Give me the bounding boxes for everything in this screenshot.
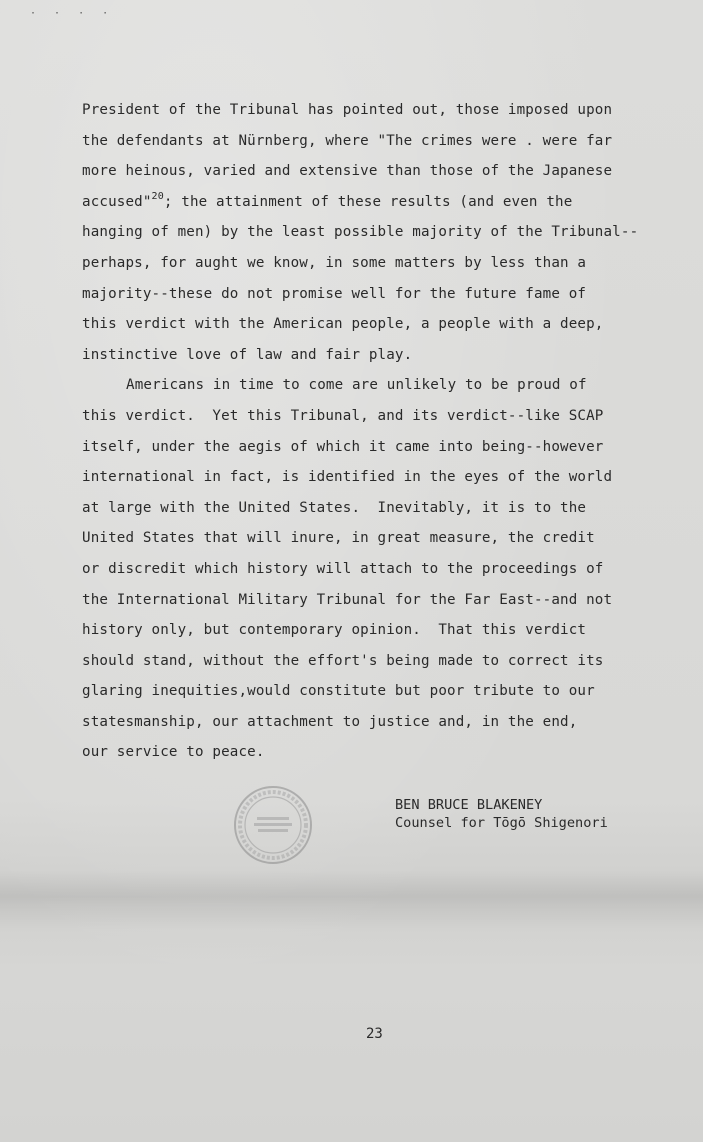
text-line: the defendants at Nürnberg, where "The crimes were . were far [82, 132, 613, 149]
text-line: should stand, without the effort's being made to correct its [82, 652, 604, 669]
text-line: instinctive love of law and fair play. [82, 346, 413, 363]
page-number: 23 [366, 1026, 383, 1042]
signature-block [395, 796, 608, 832]
text-line: glaring inequities,would constitute but poor tribute to our [82, 683, 595, 700]
text-line: more heinous, varied and extensive than those of the Japanese [82, 163, 613, 180]
footnote-marker: 20 [151, 190, 164, 202]
text-line: this verdict with the American people, a people with a deep, [82, 316, 604, 333]
text-line: the International Military Tribunal for the Far East--and not [82, 591, 613, 608]
text-line: or discredit which history will attach to the proceedings of [82, 560, 604, 577]
paper-fold-shadow [0, 870, 703, 930]
text-line: President of the Tribunal has pointed out, those imposed upon [82, 102, 613, 118]
text-line: majority--these do not promise well for the future fame of [82, 285, 587, 302]
paper-specks: · · · · [30, 8, 115, 19]
text-line: Americans in time to come are unlikely to be proud of [126, 377, 587, 394]
text-line-rest: ; the attainment of these results (and even the [163, 193, 573, 210]
text-line: itself, under the aegis of which it came into being--however [82, 438, 604, 455]
text-line: hanging of men) by the least possible majority of the Tribunal-- [82, 224, 639, 241]
text-line: international in fact, is identified in the eyes of the world [82, 469, 613, 486]
signer-name: BEN BRUCE BLAKENEY [395, 797, 543, 813]
archive-seal-icon [232, 784, 314, 866]
signer-role: Counsel for Tōgō Shigenori [395, 815, 608, 831]
text-line: perhaps, for aught we know, in some matters by less than a [82, 254, 587, 271]
body-text [82, 95, 672, 768]
text-line: at large with the United States. Inevitably, it is to the [82, 499, 587, 516]
text-line: our service to peace. [82, 744, 265, 761]
text-line: United States that will inure, in great measure, the credit [82, 530, 595, 547]
text-line-with-footnote [82, 187, 672, 218]
text-line: history only, but contemporary opinion. That this verdict [82, 622, 587, 639]
text-line: this verdict. Yet this Tribunal, and its verdict--like SCAP [82, 407, 604, 424]
text-line: statesmanship, our attachment to justice and, in the end, [82, 713, 578, 730]
accused-word: accused" [82, 193, 152, 210]
